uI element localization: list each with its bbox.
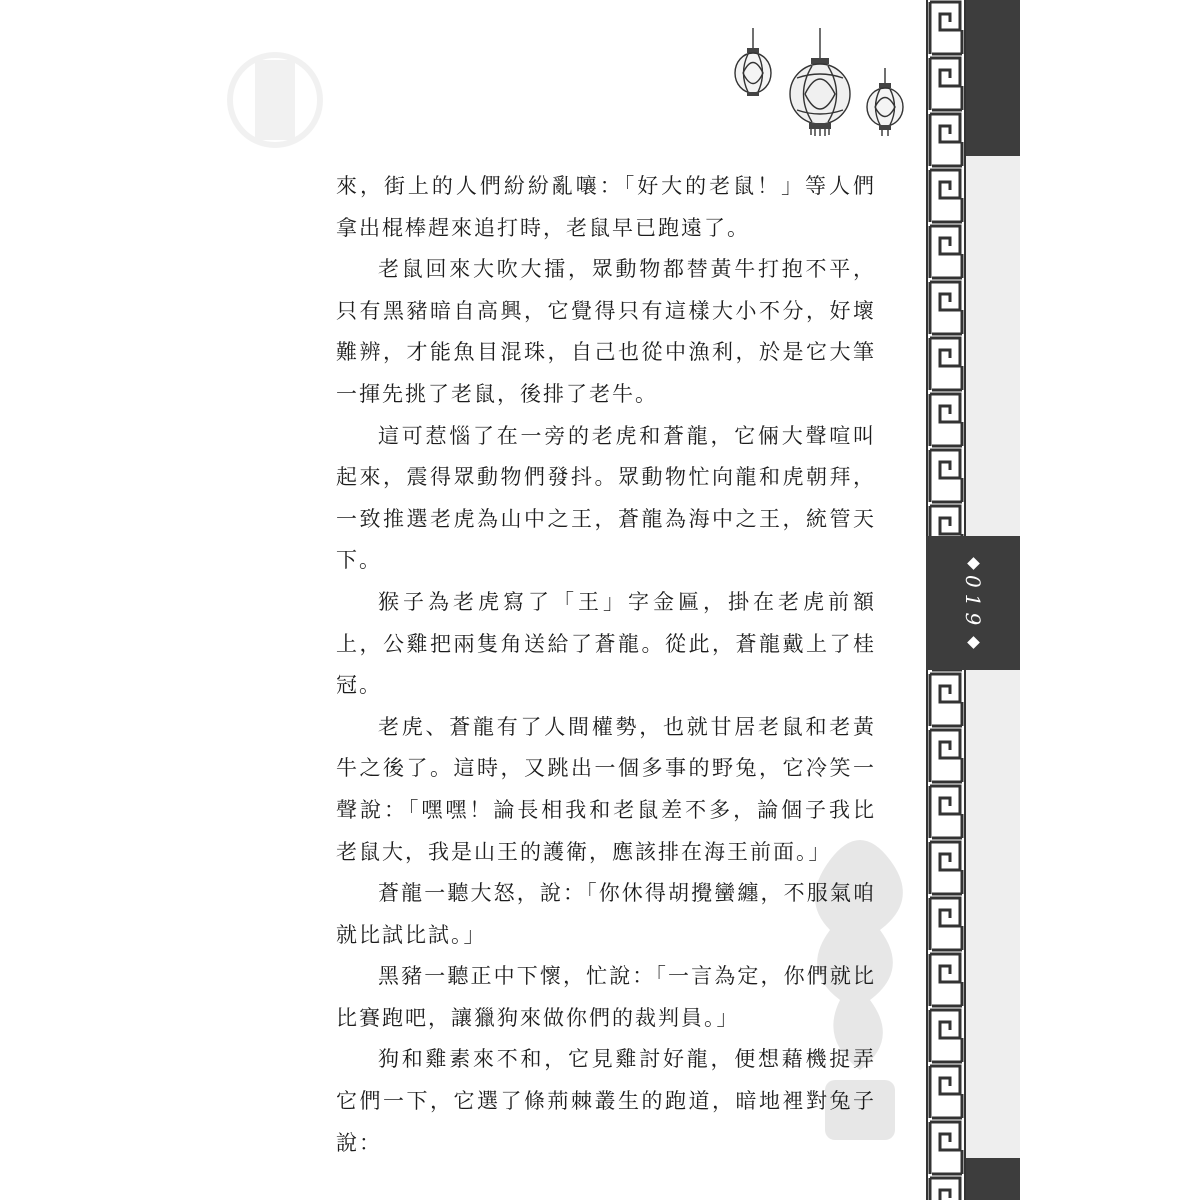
- diamond-icon: [967, 636, 980, 649]
- cloud-watermark-icon: [800, 820, 920, 1150]
- diamond-icon: [967, 557, 980, 570]
- border-dark-block-top: [966, 0, 1020, 156]
- lanterns-decoration: [725, 28, 915, 140]
- story-text: [336, 166, 876, 1164]
- paragraph: 猴子為老虎寫了「王」字金匾，掛在老虎前額上，公雞把兩隻角送給了蒼龍。從此，蒼龍戴上了桂冠。: [336, 589, 876, 698]
- paragraph: 蒼龍一聽大怒，說：「你休得胡攪蠻纏，不服氣咱就比試比試。」: [336, 881, 876, 947]
- paragraph: 老鼠回來大吹大擂，眾動物都替黃牛打抱不平，只有黑豬暗自高興，它覺得只有這樣大小不分，好壞難辨，才能魚目混珠，自己也從中漁利，於是它大筆一揮先挑了老鼠，後排了老牛。: [336, 257, 876, 406]
- lantern-icon: [735, 28, 771, 96]
- border-dark-block-bottom: [966, 1158, 1020, 1200]
- lantern-icon: [867, 68, 903, 136]
- paragraph: 狗和雞素來不和，它見雞討好龍，便想藉機捉弄它們一下，它選了條荊棘叢生的跑道，暗地裡對兔子說：: [336, 1047, 876, 1155]
- page-number-tab: [926, 536, 1020, 670]
- faint-ornament-icon: [215, 40, 335, 160]
- paragraph: 黑豬一聽正中下懷，忙說：「一言為定，你們就比比賽跑吧，讓獵狗來做你們的裁判員。」: [336, 964, 876, 1030]
- paragraph: 老虎、蒼龍有了人間權勢，也就甘居老鼠和老黃牛之後了。這時，又跳出一個多事的野兔，它冷笑一聲說：「嘿嘿！論長相我和老鼠差不多，論個子我比老鼠大，我是山王的護衛，應該排在海王前面。」: [336, 714, 876, 864]
- paragraph: 這可惹惱了在一旁的老虎和蒼龍，它倆大聲喧叫起來，震得眾動物們發抖。眾動物忙向龍和虎朝拜，一致推選老虎為山中之王，蒼龍為海中之王，統管天下。: [336, 423, 876, 573]
- paragraph: 來，街上的人們紛紛亂嚷：「好大的老鼠！」等人們拿出棍棒趕來追打時，老鼠早已跑遠了。: [336, 174, 876, 240]
- page-number: 019: [961, 574, 985, 632]
- lantern-icon: [790, 28, 850, 136]
